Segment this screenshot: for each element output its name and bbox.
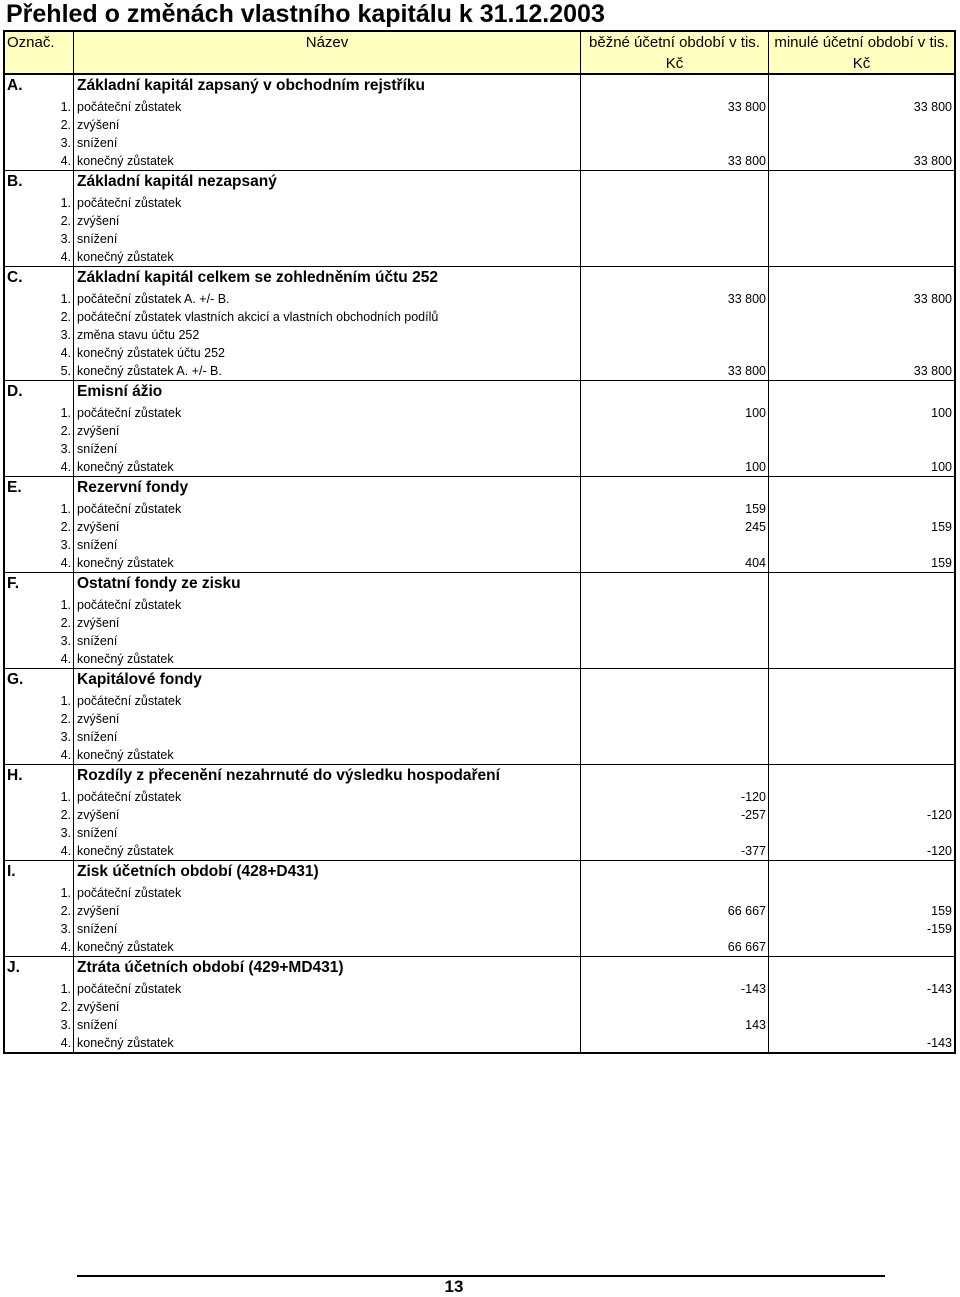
- previous-period-value: -143: [768, 1034, 954, 1052]
- row-number: 2.: [60, 1000, 71, 1014]
- row-number: 1.: [60, 790, 71, 804]
- table-row: [5, 404, 954, 422]
- section-code: D.: [7, 383, 23, 400]
- row-number: 1.: [60, 982, 71, 996]
- previous-period-value: [768, 116, 954, 134]
- table-row: [5, 824, 954, 842]
- section-name: Ostatní fondy ze zisku: [73, 573, 580, 594]
- table-row: [5, 692, 954, 710]
- section-current-cell: [580, 957, 768, 978]
- row-label: snížení: [73, 1016, 580, 1034]
- previous-period-value: [768, 746, 954, 764]
- table-row: [5, 710, 954, 728]
- current-period-value: [580, 596, 768, 614]
- row-label: konečný zůstatek účtu 252: [73, 344, 580, 362]
- row-label: konečný zůstatek: [73, 458, 580, 476]
- section-name: Zisk účetních období (428+D431): [73, 861, 580, 882]
- row-number: 3.: [60, 922, 71, 936]
- table-row: [5, 326, 954, 344]
- current-period-value: 33 800: [580, 290, 768, 308]
- previous-period-value: [768, 212, 954, 230]
- section-code: C.: [7, 269, 23, 286]
- section-current-cell: [580, 75, 768, 96]
- previous-period-value: 159: [768, 518, 954, 536]
- table-row: [5, 1034, 954, 1052]
- header-code: Označ.: [7, 34, 55, 51]
- table-row: [5, 650, 954, 668]
- row-label: počáteční zůstatek: [73, 404, 580, 422]
- table-row: [5, 920, 954, 938]
- section-name: Základní kapitál celkem se zohledněním účtu 252: [73, 267, 580, 288]
- previous-period-value: [768, 308, 954, 326]
- row-label: snížení: [73, 536, 580, 554]
- row-number: 4.: [60, 556, 71, 570]
- previous-period-value: [768, 884, 954, 902]
- table-row: [5, 536, 954, 554]
- row-label: zvýšení: [73, 212, 580, 230]
- section-current-cell: [580, 267, 768, 288]
- row-label: konečný zůstatek: [73, 152, 580, 170]
- row-label: snížení: [73, 728, 580, 746]
- row-number: 1.: [60, 100, 71, 114]
- table-row: [5, 884, 954, 902]
- row-label: konečný zůstatek: [73, 650, 580, 668]
- current-period-value: [580, 326, 768, 344]
- table-row: [5, 344, 954, 362]
- row-label: počáteční zůstatek: [73, 788, 580, 806]
- table-row: [5, 938, 954, 956]
- row-number: 3.: [60, 826, 71, 840]
- current-period-value: [580, 884, 768, 902]
- section-current-cell: [580, 381, 768, 402]
- row-label: zvýšení: [73, 902, 580, 920]
- current-period-value: [580, 344, 768, 362]
- current-period-value: [580, 248, 768, 266]
- previous-period-value: -143: [768, 980, 954, 998]
- section-code: I.: [7, 863, 16, 880]
- header-previous-period: minulé účetní období v tis. Kč: [768, 32, 954, 73]
- current-period-value: [580, 824, 768, 842]
- section-previous-cell: [768, 669, 954, 690]
- current-period-value: 33 800: [580, 98, 768, 116]
- row-number: 2.: [60, 712, 71, 726]
- section-code: E.: [7, 479, 22, 496]
- table-row: [5, 998, 954, 1016]
- table-row: [5, 362, 954, 380]
- row-number: 2.: [60, 904, 71, 918]
- table-row: [5, 980, 954, 998]
- previous-period-value: [768, 614, 954, 632]
- section-code: G.: [7, 671, 24, 688]
- row-label: počáteční zůstatek: [73, 692, 580, 710]
- row-number: 4.: [60, 940, 71, 954]
- row-label: konečný zůstatek: [73, 938, 580, 956]
- previous-period-value: [768, 650, 954, 668]
- table-row: [5, 614, 954, 632]
- row-number: 2.: [60, 616, 71, 630]
- section-row: [5, 668, 954, 690]
- row-label: změna stavu účtu 252: [73, 326, 580, 344]
- section-code: H.: [7, 767, 23, 784]
- row-number: 3.: [60, 634, 71, 648]
- table-row: [5, 422, 954, 440]
- previous-period-value: [768, 344, 954, 362]
- previous-period-value: 33 800: [768, 98, 954, 116]
- section-row: [5, 170, 954, 192]
- section-previous-cell: [768, 477, 954, 498]
- previous-period-value: [768, 998, 954, 1016]
- row-label: snížení: [73, 824, 580, 842]
- row-number: 2.: [60, 808, 71, 822]
- row-label: zvýšení: [73, 518, 580, 536]
- row-number: 4.: [60, 346, 71, 360]
- current-period-value: [580, 692, 768, 710]
- current-period-value: 66 667: [580, 938, 768, 956]
- row-number: 3.: [60, 730, 71, 744]
- section-row: [5, 74, 954, 96]
- table-row: [5, 194, 954, 212]
- row-label: konečný zůstatek: [73, 248, 580, 266]
- previous-period-value: [768, 422, 954, 440]
- previous-period-value: 100: [768, 404, 954, 422]
- table-row: [5, 596, 954, 614]
- row-label: zvýšení: [73, 422, 580, 440]
- row-label: snížení: [73, 920, 580, 938]
- current-period-value: [580, 728, 768, 746]
- row-label: konečný zůstatek A. +/- B.: [73, 362, 580, 380]
- row-number: 4.: [60, 460, 71, 474]
- row-number: 4.: [60, 1036, 71, 1050]
- section-name: Ztráta účetních období (429+MD431): [73, 957, 580, 978]
- row-number: 1.: [60, 886, 71, 900]
- table-row: [5, 152, 954, 170]
- section-name: Emisní ážio: [73, 381, 580, 402]
- row-number: 3.: [60, 328, 71, 342]
- table-row: [5, 98, 954, 116]
- previous-period-value: [768, 788, 954, 806]
- row-label: počáteční zůstatek: [73, 98, 580, 116]
- row-number: 2.: [60, 424, 71, 438]
- row-number: 1.: [60, 502, 71, 516]
- row-label: snížení: [73, 632, 580, 650]
- current-period-value: 159: [580, 500, 768, 518]
- previous-period-value: [768, 596, 954, 614]
- section-current-cell: [580, 861, 768, 882]
- current-period-value: [580, 920, 768, 938]
- section-row: [5, 476, 954, 498]
- previous-period-value: 159: [768, 554, 954, 572]
- row-label: zvýšení: [73, 710, 580, 728]
- current-period-value: 143: [580, 1016, 768, 1034]
- row-number: 4.: [60, 250, 71, 264]
- current-period-value: 245: [580, 518, 768, 536]
- previous-period-value: -120: [768, 842, 954, 860]
- previous-period-value: 33 800: [768, 290, 954, 308]
- current-period-value: [580, 212, 768, 230]
- row-label: počáteční zůstatek: [73, 500, 580, 518]
- previous-period-value: [768, 536, 954, 554]
- current-period-value: [580, 650, 768, 668]
- section-previous-cell: [768, 171, 954, 192]
- section-previous-cell: [768, 861, 954, 882]
- previous-period-value: [768, 1016, 954, 1034]
- row-number: 3.: [60, 232, 71, 246]
- page-title: Přehled o změnách vlastního kapitálu k 31.12.2003: [6, 0, 605, 28]
- table-row: [5, 308, 954, 326]
- row-label: zvýšení: [73, 998, 580, 1016]
- section-current-cell: [580, 573, 768, 594]
- section-name: Základní kapitál nezapsaný: [73, 171, 580, 192]
- row-number: 1.: [60, 694, 71, 708]
- row-label: konečný zůstatek: [73, 1034, 580, 1052]
- row-number: 3.: [60, 442, 71, 456]
- current-period-value: 100: [580, 458, 768, 476]
- current-period-value: -120: [580, 788, 768, 806]
- current-period-value: [580, 134, 768, 152]
- table-row: [5, 134, 954, 152]
- current-period-value: 33 800: [580, 152, 768, 170]
- row-label: snížení: [73, 230, 580, 248]
- row-number: 3.: [60, 538, 71, 552]
- row-number: 2.: [60, 520, 71, 534]
- table-row: [5, 230, 954, 248]
- current-period-value: 33 800: [580, 362, 768, 380]
- row-number: 2.: [60, 310, 71, 324]
- section-name: Rozdíly z přecenění nezahrnuté do výsledku hospodaření: [73, 765, 580, 786]
- current-period-value: 100: [580, 404, 768, 422]
- previous-period-value: 33 800: [768, 152, 954, 170]
- section-code: F.: [7, 575, 20, 592]
- row-number: 1.: [60, 598, 71, 612]
- row-number: 2.: [60, 118, 71, 132]
- row-label: počáteční zůstatek A. +/- B.: [73, 290, 580, 308]
- current-period-value: [580, 998, 768, 1016]
- row-number: 1.: [60, 196, 71, 210]
- row-label: zvýšení: [73, 116, 580, 134]
- row-label: počáteční zůstatek: [73, 884, 580, 902]
- section-previous-cell: [768, 267, 954, 288]
- table-row: [5, 728, 954, 746]
- current-period-value: [580, 1034, 768, 1052]
- section-name: Rezervní fondy: [73, 477, 580, 498]
- current-period-value: [580, 116, 768, 134]
- current-period-value: [580, 230, 768, 248]
- row-number: 1.: [60, 292, 71, 306]
- current-period-value: -377: [580, 842, 768, 860]
- current-period-value: -257: [580, 806, 768, 824]
- previous-period-value: -120: [768, 806, 954, 824]
- previous-period-value: 33 800: [768, 362, 954, 380]
- row-number: 5.: [60, 364, 71, 378]
- row-number: 4.: [60, 748, 71, 762]
- section-previous-cell: [768, 75, 954, 96]
- row-label: zvýšení: [73, 806, 580, 824]
- row-label: konečný zůstatek: [73, 746, 580, 764]
- table-row: [5, 806, 954, 824]
- row-number: 2.: [60, 214, 71, 228]
- current-period-value: [580, 194, 768, 212]
- previous-period-value: [768, 500, 954, 518]
- section-current-cell: [580, 477, 768, 498]
- table-row: [5, 902, 954, 920]
- section-row: [5, 266, 954, 288]
- section-row: [5, 572, 954, 594]
- section-previous-cell: [768, 957, 954, 978]
- current-period-value: [580, 746, 768, 764]
- row-number: 3.: [60, 136, 71, 150]
- section-row: [5, 380, 954, 402]
- section-previous-cell: [768, 381, 954, 402]
- row-number: 4.: [60, 844, 71, 858]
- previous-period-value: [768, 692, 954, 710]
- section-row: [5, 764, 954, 786]
- previous-period-value: [768, 824, 954, 842]
- section-code: J.: [7, 959, 20, 976]
- table-row: [5, 632, 954, 650]
- current-period-value: [580, 308, 768, 326]
- section-row: [5, 956, 954, 978]
- row-label: konečný zůstatek: [73, 554, 580, 572]
- section-code: B.: [7, 173, 23, 190]
- previous-period-value: 100: [768, 458, 954, 476]
- table-row: [5, 746, 954, 764]
- table-row: [5, 116, 954, 134]
- previous-period-value: [768, 938, 954, 956]
- previous-period-value: -159: [768, 920, 954, 938]
- previous-period-value: [768, 194, 954, 212]
- previous-period-value: 159: [768, 902, 954, 920]
- section-current-cell: [580, 765, 768, 786]
- previous-period-value: [768, 710, 954, 728]
- section-row: [5, 860, 954, 882]
- row-number: 3.: [60, 1018, 71, 1032]
- section-previous-cell: [768, 573, 954, 594]
- table-row: [5, 290, 954, 308]
- current-period-value: [580, 440, 768, 458]
- section-current-cell: [580, 171, 768, 192]
- section-name: Kapitálové fondy: [73, 669, 580, 690]
- table-body: [5, 74, 954, 1052]
- section-code: A.: [7, 77, 23, 94]
- table-row: [5, 518, 954, 536]
- previous-period-value: [768, 134, 954, 152]
- row-label: počáteční zůstatek vlastních akcicí a vlastních obchodních podílů: [73, 308, 580, 326]
- current-period-value: -143: [580, 980, 768, 998]
- current-period-value: 66 667: [580, 902, 768, 920]
- table-header: [5, 32, 954, 74]
- table-row: [5, 788, 954, 806]
- section-current-cell: [580, 669, 768, 690]
- row-number: 1.: [60, 406, 71, 420]
- current-period-value: [580, 536, 768, 554]
- section-previous-cell: [768, 765, 954, 786]
- row-label: snížení: [73, 134, 580, 152]
- table-row: [5, 458, 954, 476]
- current-period-value: [580, 632, 768, 650]
- row-label: počáteční zůstatek: [73, 596, 580, 614]
- table-row: [5, 440, 954, 458]
- row-label: počáteční zůstatek: [73, 980, 580, 998]
- table-row: [5, 1016, 954, 1034]
- previous-period-value: [768, 440, 954, 458]
- current-period-value: [580, 614, 768, 632]
- table-row: [5, 500, 954, 518]
- row-label: snížení: [73, 440, 580, 458]
- previous-period-value: [768, 632, 954, 650]
- row-label: konečný zůstatek: [73, 842, 580, 860]
- previous-period-value: [768, 248, 954, 266]
- previous-period-value: [768, 230, 954, 248]
- page-number: 13: [444, 1277, 464, 1296]
- equity-changes-table: [3, 30, 956, 1054]
- current-period-value: 404: [580, 554, 768, 572]
- previous-period-value: [768, 326, 954, 344]
- row-number: 4.: [60, 154, 71, 168]
- current-period-value: [580, 710, 768, 728]
- row-label: zvýšení: [73, 614, 580, 632]
- section-name: Základní kapitál zapsaný v obchodním rejstříku: [73, 75, 580, 96]
- header-current-period: běžné účetní období v tis. Kč: [580, 32, 768, 73]
- table-row: [5, 248, 954, 266]
- current-period-value: [580, 422, 768, 440]
- row-number: 4.: [60, 652, 71, 666]
- previous-period-value: [768, 728, 954, 746]
- table-row: [5, 212, 954, 230]
- table-row: [5, 554, 954, 572]
- table-row: [5, 842, 954, 860]
- row-label: počáteční zůstatek: [73, 194, 580, 212]
- header-name: Název: [73, 32, 580, 73]
